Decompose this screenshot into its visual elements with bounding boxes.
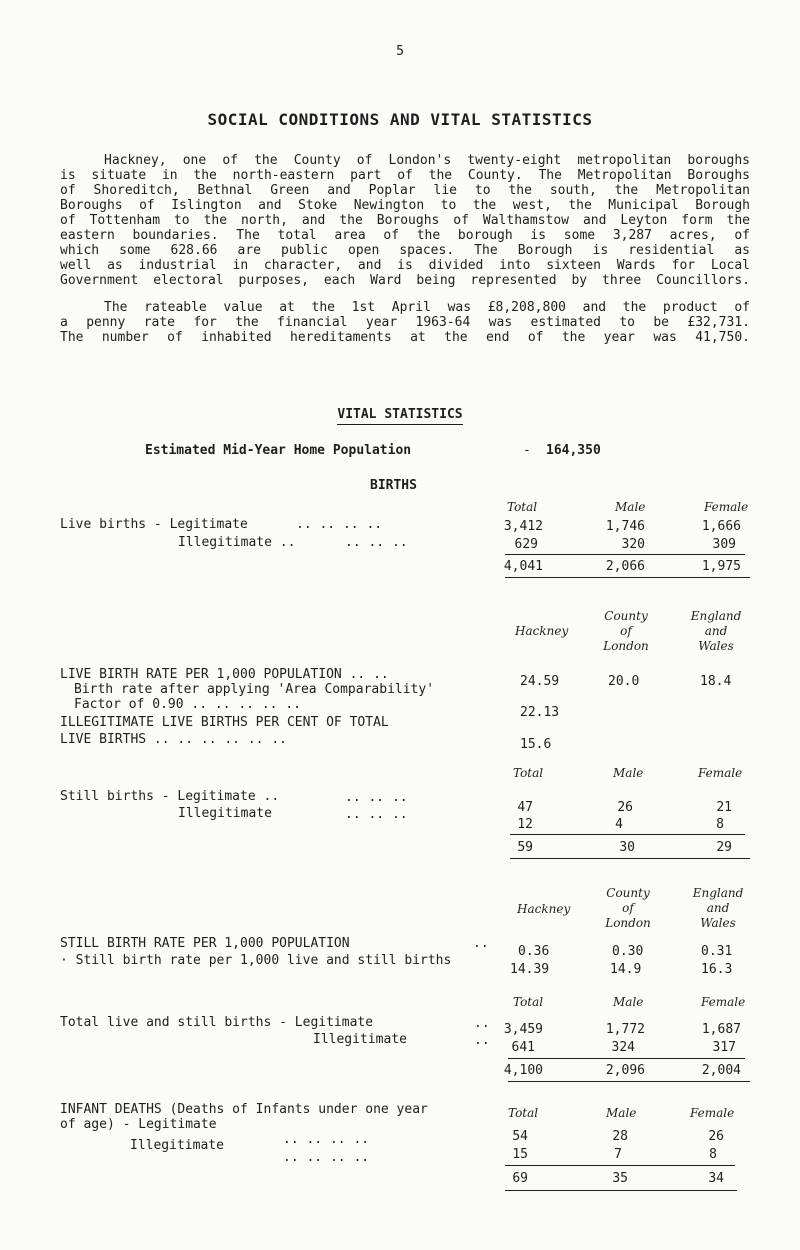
- leader-dots: .. .. .. ..: [296, 517, 383, 532]
- col-male: Male: [613, 766, 644, 780]
- still-birth-rate-england: 0.31: [701, 944, 733, 959]
- still-total-male: 30: [619, 840, 635, 855]
- tls-total-female: 2,004: [701, 1063, 741, 1078]
- tls-legit-female: 1,687: [701, 1022, 741, 1037]
- illeg-pct-label: LIVE BIRTHS .. .. .. .. .. ..: [60, 732, 287, 747]
- intro-line: of Tottenham to the north, and the Boroughs of Walthamstow and Leyton form the: [60, 213, 750, 228]
- intro-line: well as industrial in character, and is divided into sixteen Wards for Local: [60, 258, 750, 273]
- infant-total-total: 69: [512, 1171, 528, 1186]
- total-rule: [505, 1190, 737, 1191]
- still-illegit-male: 4: [615, 817, 623, 832]
- sum-rule: [505, 1165, 735, 1166]
- live-births-label: Live births - Legitimate: [60, 517, 248, 532]
- leader-dots: .. .. .. ..: [283, 1150, 370, 1165]
- infant-illegit-male: 7: [614, 1147, 622, 1162]
- infant-deaths-label: of age) - Legitimate: [60, 1117, 217, 1132]
- col-total: Total: [513, 766, 544, 780]
- leader-dots: ..: [474, 1033, 490, 1048]
- total-rule: [508, 1081, 750, 1082]
- col-male: Male: [615, 500, 646, 514]
- illeg-pct-label: ILLEGITIMATE LIVE BIRTHS PER CENT OF TOTAL: [60, 715, 389, 730]
- still-total-total: 59: [517, 840, 533, 855]
- intro-line: is situate in the north-eastern part of the County. The Metropolitan Boroughs: [60, 168, 750, 183]
- col-female: Female: [690, 1106, 735, 1120]
- live-total-total: 4,041: [503, 559, 543, 574]
- still-illegit-female: 8: [716, 817, 724, 832]
- still-legit-total: 47: [517, 800, 533, 815]
- live-total-female: 1,975: [701, 559, 741, 574]
- still-birth-rate-label: STILL BIRTH RATE PER 1,000 POPULATION: [60, 936, 350, 951]
- still-births-label: Still births - Legitimate ..: [60, 789, 280, 804]
- leader-dots: .. .. ..: [345, 535, 408, 550]
- col-total: Total: [507, 500, 538, 514]
- compare-england: England and Wales: [692, 886, 744, 930]
- still-legit-female: 21: [716, 800, 732, 815]
- still-illegit-total: 12: [517, 817, 533, 832]
- compare-county: County of London: [603, 609, 649, 653]
- compare-hackney: Hackney: [515, 624, 569, 638]
- still-per-live-county: 14.9: [610, 962, 642, 977]
- compare-hackney: Hackney: [517, 902, 571, 916]
- tls-legit-male: 1,772: [605, 1022, 645, 1037]
- col-total: Total: [513, 995, 544, 1009]
- leader-dots: .. .. ..: [345, 790, 408, 805]
- live-legit-male: 1,746: [605, 519, 645, 534]
- sum-rule: [508, 1058, 745, 1059]
- intro-line: Hackney, one of the County of London's twenty-eight metropolitan boroughs: [104, 153, 750, 168]
- live-birth-rate-label: LIVE BIRTH RATE PER 1,000 POPULATION .. ..: [60, 667, 389, 682]
- leader-dots: ..: [473, 936, 489, 951]
- live-illegit-male: 320: [621, 537, 645, 552]
- rateable-paragraph: [60, 300, 750, 345]
- live-legit-total: 3,412: [503, 519, 543, 534]
- vital-statistics-heading: VITAL STATISTICS: [0, 407, 800, 422]
- acf-value: 22.13: [520, 705, 560, 720]
- still-birth-rate-hackney: 0.36: [518, 944, 550, 959]
- tls-illegit-total: 641: [511, 1040, 535, 1055]
- acf-label: Birth rate after applying 'Area Comparability': [74, 682, 435, 697]
- tls-legit-total: 3,459: [503, 1022, 543, 1037]
- total-rule: [505, 577, 750, 578]
- infant-illegit-female: 8: [709, 1147, 717, 1162]
- tls-total-total: 4,100: [503, 1063, 543, 1078]
- col-male: Male: [613, 995, 644, 1009]
- population-label: Estimated Mid-Year Home Population: [145, 443, 412, 458]
- still-legit-male: 26: [617, 800, 633, 815]
- col-female: Female: [704, 500, 749, 514]
- live-birth-rate-hackney: 24.59: [520, 674, 560, 689]
- intro-line: of Shoreditch, Bethnal Green and Poplar lie to the south, the Metropolitan: [60, 183, 750, 198]
- page-title: SOCIAL CONDITIONS AND VITAL STATISTICS: [207, 110, 593, 129]
- live-birth-rate-county: 20.0: [608, 674, 640, 689]
- population-dash: -: [523, 443, 531, 458]
- compare-england: England and Wales: [690, 609, 742, 653]
- live-illegit-female: 309: [712, 537, 736, 552]
- compare-county: County of London: [605, 886, 651, 930]
- infant-legit-male: 28: [612, 1129, 628, 1144]
- live-birth-rate-england: 18.4: [700, 674, 732, 689]
- acf-label: Factor of 0.90 .. .. .. .. ..: [74, 697, 301, 712]
- illegitimate-label: Illegitimate: [130, 1138, 224, 1153]
- still-per-live-england: 16.3: [701, 962, 733, 977]
- population-value: 164,350: [546, 443, 601, 458]
- still-birth-rate-county: 0.30: [612, 944, 644, 959]
- intro-line: Boroughs of Islington and Stoke Newington to the west, the Municipal Borough: [60, 198, 750, 213]
- infant-legit-female: 26: [708, 1129, 724, 1144]
- page-number: 5: [396, 44, 404, 59]
- still-per-live-hackney: 14.39: [510, 962, 550, 977]
- still-per-live-label: · Still birth rate per 1,000 live and still births: [60, 953, 452, 968]
- intro-line: Government electoral purposes, each Ward being represented by three Councillors.: [60, 273, 750, 288]
- illeg-pct-value: 15.6: [520, 737, 552, 752]
- infant-illegit-total: 15: [512, 1147, 528, 1162]
- still-total-female: 29: [716, 840, 732, 855]
- rateable-line: The number of inhabited hereditaments at the end of the year was 41,750.: [60, 330, 750, 345]
- total-live-still-label: Total live and still births - Legitimate: [60, 1015, 374, 1030]
- illegitimate-label: Illegitimate: [313, 1032, 407, 1047]
- tls-illegit-female: 317: [712, 1040, 736, 1055]
- sum-rule: [505, 554, 745, 555]
- live-illegit-total: 629: [514, 537, 538, 552]
- rateable-line: The rateable value at the 1st April was £8,208,800 and the product of: [104, 300, 750, 315]
- col-total: Total: [508, 1106, 539, 1120]
- infant-deaths-label: INFANT DEATHS (Deaths of Infants under one year: [60, 1102, 428, 1117]
- tls-illegit-male: 324: [611, 1040, 635, 1055]
- infant-legit-total: 54: [512, 1129, 528, 1144]
- illegitimate-label: Illegitimate: [178, 806, 272, 821]
- births-heading: BIRTHS: [370, 478, 417, 493]
- col-male: Male: [606, 1106, 637, 1120]
- live-total-male: 2,066: [605, 559, 645, 574]
- intro-line: eastern boundaries. The total area of the borough is some 3,287 acres, of: [60, 228, 750, 243]
- tls-total-male: 2,096: [605, 1063, 645, 1078]
- infant-total-female: 34: [708, 1171, 724, 1186]
- intro-line: which some 628.66 are public open spaces. The Borough is residential as: [60, 243, 750, 258]
- col-female: Female: [698, 766, 743, 780]
- intro-paragraph: [60, 153, 750, 288]
- infant-total-male: 35: [612, 1171, 628, 1186]
- live-legit-female: 1,666: [701, 519, 741, 534]
- total-rule: [510, 858, 750, 859]
- col-female: Female: [701, 995, 746, 1009]
- illegitimate-label: Illegitimate ..: [178, 535, 296, 550]
- leader-dots: ..: [474, 1016, 490, 1031]
- leader-dots: .. .. ..: [345, 807, 408, 822]
- leader-dots: .. .. .. ..: [283, 1132, 370, 1147]
- rateable-line: a penny rate for the financial year 1963-64 was estimated to be £32,731.: [60, 315, 750, 330]
- sum-rule: [510, 834, 745, 835]
